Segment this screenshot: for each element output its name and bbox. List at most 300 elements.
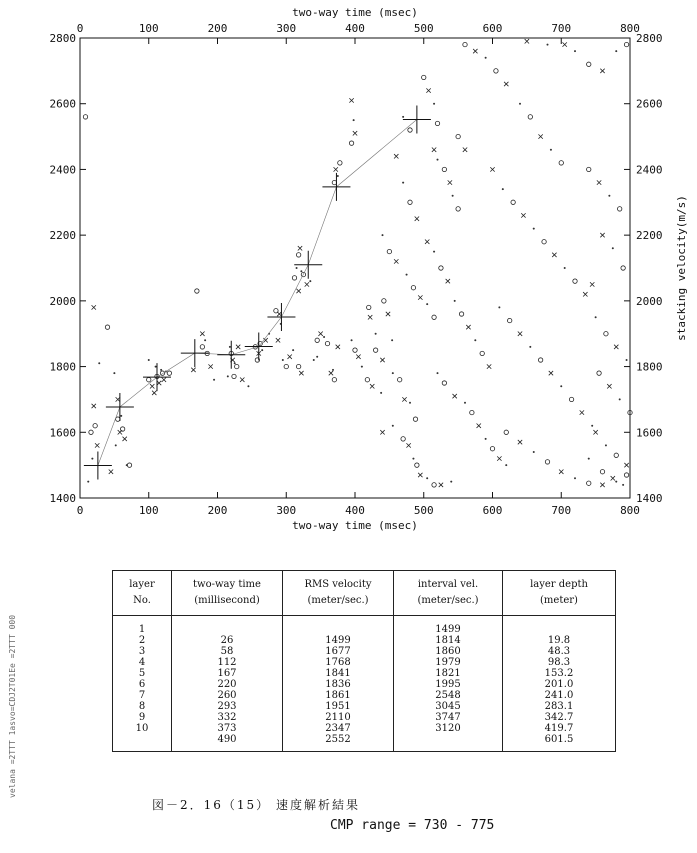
semblance-point — [611, 476, 615, 480]
semblance-point — [287, 355, 291, 359]
semblance-point — [595, 316, 597, 318]
y-tick-label-right: 1600 — [636, 426, 663, 440]
semblance-point — [559, 470, 563, 474]
semblance-point — [518, 332, 522, 336]
table-cell: 220 — [172, 679, 283, 690]
velocity-function-line — [98, 119, 417, 465]
semblance-point — [120, 427, 124, 431]
x-tick-label-bottom: 500 — [413, 504, 434, 517]
table-cell — [113, 734, 172, 752]
semblance-point — [148, 359, 150, 361]
semblance-point — [464, 402, 466, 404]
semblance-point — [353, 131, 357, 135]
semblance-point — [349, 141, 353, 145]
semblance-point — [316, 356, 318, 358]
semblance-point — [373, 348, 377, 352]
semblance-point — [402, 182, 404, 184]
semblance-point — [494, 69, 498, 73]
table-cell: 10 — [113, 723, 172, 734]
x-tick-label-top: 300 — [276, 22, 297, 35]
semblance-point — [604, 332, 608, 336]
semblance-point — [375, 333, 377, 335]
semblance-point — [298, 246, 302, 250]
semblance-point — [155, 366, 157, 368]
table-row — [113, 723, 616, 734]
semblance-point — [323, 336, 325, 338]
semblance-point — [442, 381, 446, 385]
semblance-point — [621, 266, 625, 270]
semblance-point — [580, 410, 584, 414]
table-cell: 2552 — [283, 734, 394, 752]
table-cell — [283, 616, 394, 636]
semblance-point — [614, 453, 618, 457]
semblance-point — [432, 148, 436, 152]
table-cell: 1499 — [283, 635, 394, 646]
semblance-point — [305, 282, 309, 286]
side-note-text: velana =2TTT 1asvo=CDJ2T01Ee =2TTT 000 — [8, 614, 17, 798]
semblance-point — [391, 339, 393, 341]
semblance-point — [200, 345, 204, 349]
table-cell: 19.8 — [503, 635, 616, 646]
table-cell: 3120 — [394, 723, 503, 734]
semblance-point — [624, 473, 628, 477]
table-cell: 2110 — [283, 712, 394, 723]
semblance-point — [351, 339, 353, 341]
table-cell — [394, 734, 503, 752]
semblance-point — [612, 247, 614, 249]
table-cell: 373 — [172, 723, 283, 734]
semblance-point — [504, 82, 508, 86]
semblance-point — [234, 362, 236, 364]
y-tick-label-left: 1800 — [49, 360, 76, 374]
x-tick-label-bottom: 700 — [551, 504, 572, 517]
semblance-point — [624, 463, 628, 467]
semblance-point — [624, 42, 628, 46]
semblance-point — [380, 430, 384, 434]
header-rms-velocity: RMS velocity (meter/sec.) — [283, 571, 394, 616]
velocity-pick — [403, 105, 431, 133]
semblance-point — [490, 447, 494, 451]
y-tick-label-right: 1400 — [636, 492, 663, 505]
semblance-point — [296, 289, 300, 293]
semblance-point — [282, 359, 284, 361]
semblance-point — [549, 371, 553, 375]
semblance-point — [160, 369, 162, 371]
table-cell: 167 — [172, 668, 283, 679]
semblance-point — [353, 119, 355, 121]
semblance-point — [497, 456, 501, 460]
header-two-way-time: two-way time (millisecond) — [172, 571, 283, 616]
table-cell: 342.7 — [503, 712, 616, 723]
semblance-point — [422, 75, 426, 79]
table-cell: 98.3 — [503, 657, 616, 668]
table-cell: 2548 — [394, 690, 503, 701]
semblance-point — [213, 379, 215, 381]
semblance-point — [292, 276, 296, 280]
semblance-point — [232, 374, 236, 378]
semblance-point — [477, 424, 481, 428]
semblance-point — [93, 424, 97, 428]
semblance-point — [367, 305, 371, 309]
semblance-point — [528, 115, 532, 119]
y-tick-label-right: 2600 — [636, 97, 663, 111]
semblance-point — [608, 195, 610, 197]
semblance-point — [380, 358, 384, 362]
table-row — [113, 657, 616, 668]
semblance-point — [318, 332, 322, 336]
y-tick-label-right: 1800 — [636, 360, 663, 374]
semblance-point — [626, 359, 628, 361]
table-header-row — [113, 571, 616, 616]
semblance-point — [418, 473, 422, 477]
semblance-point — [284, 364, 288, 368]
table-cell: 2 — [113, 635, 172, 646]
table-cell: 419.7 — [503, 723, 616, 734]
semblance-point — [533, 451, 535, 453]
semblance-point — [560, 385, 562, 387]
semblance-point — [600, 483, 604, 487]
semblance-point — [564, 267, 566, 269]
semblance-point — [122, 437, 126, 441]
table-cell: 283.1 — [503, 701, 616, 712]
x-axis-title-top: two-way time (msec) — [292, 6, 418, 19]
semblance-point — [98, 362, 100, 364]
semblance-point — [392, 425, 394, 427]
table-cell: 1677 — [283, 646, 394, 657]
semblance-point — [162, 378, 166, 382]
semblance-point — [600, 233, 604, 237]
semblance-point — [426, 88, 430, 92]
semblance-point — [574, 477, 576, 479]
semblance-point — [91, 458, 93, 460]
table-row — [113, 701, 616, 712]
x-tick-label-top: 0 — [76, 22, 84, 35]
plot-frame — [80, 38, 630, 498]
semblance-point — [573, 279, 577, 283]
x-tick-label-top: 600 — [482, 22, 503, 35]
x-tick-label-top: 400 — [345, 22, 365, 35]
semblance-point — [247, 385, 249, 387]
x-tick-label-top: 700 — [551, 22, 572, 35]
semblance-point — [332, 180, 336, 184]
semblance-point — [597, 371, 601, 375]
table-cell: 1860 — [394, 646, 503, 657]
semblance-point — [380, 392, 382, 394]
semblance-point — [204, 339, 206, 341]
velocity-pick — [245, 333, 273, 361]
semblance-point — [382, 234, 384, 236]
semblance-point — [437, 372, 439, 374]
semblance-point — [292, 349, 294, 351]
x-tick-label-bottom: 400 — [345, 504, 365, 517]
x-tick-label-bottom: 200 — [207, 504, 228, 517]
semblance-point — [394, 259, 398, 263]
table-cell: 7 — [113, 690, 172, 701]
y-tick-label-left: 1600 — [49, 426, 76, 440]
semblance-point — [511, 200, 515, 204]
semblance-point — [127, 463, 131, 467]
semblance-point — [525, 39, 529, 43]
semblance-point — [157, 381, 161, 385]
semblance-point — [240, 378, 244, 382]
semblance-point — [542, 240, 546, 244]
y-tick-label-left: 2800 — [49, 32, 76, 45]
velocity-pick — [294, 251, 322, 279]
x-tick-label-top: 800 — [620, 22, 640, 35]
table-cell: 58 — [172, 646, 283, 657]
semblance-point — [591, 425, 593, 427]
semblance-point — [480, 351, 484, 355]
figure-caption: 図－2．16（15） 速度解析結果 — [152, 798, 360, 812]
semblance-point — [325, 341, 329, 345]
table-cell: 1 — [113, 616, 172, 636]
table-cell: 293 — [172, 701, 283, 712]
semblance-point — [349, 98, 353, 102]
semblance-point — [426, 477, 428, 479]
x-tick-label-bottom: 300 — [276, 504, 297, 517]
semblance-point — [382, 299, 386, 303]
semblance-point — [406, 274, 408, 276]
table-cell: 5 — [113, 668, 172, 679]
semblance-point — [574, 50, 576, 52]
table-row — [113, 734, 616, 752]
y-tick-label-right: 2400 — [636, 163, 663, 177]
x-tick-label-top: 200 — [207, 22, 228, 35]
semblance-point — [615, 481, 617, 483]
semblance-point — [425, 240, 429, 244]
semblance-point — [412, 458, 414, 460]
semblance-point — [229, 346, 231, 348]
semblance-point — [518, 440, 522, 444]
semblance-point — [456, 207, 460, 211]
semblance-point — [116, 417, 120, 421]
semblance-point — [470, 410, 474, 414]
semblance-point — [150, 384, 154, 388]
semblance-point — [533, 228, 535, 230]
table-cell: 332 — [172, 712, 283, 723]
table-cell: 112 — [172, 657, 283, 668]
semblance-point — [116, 397, 120, 401]
table-cell: 48.3 — [503, 646, 616, 657]
header-layer: layer No. — [113, 571, 172, 616]
semblance-point — [474, 339, 476, 341]
header-interval-velocity: interval vel. (meter/sec.) — [394, 571, 503, 616]
semblance-point — [538, 358, 542, 362]
y-tick-label-left: 2400 — [49, 163, 76, 177]
semblance-point — [432, 483, 436, 487]
semblance-point — [296, 267, 298, 269]
semblance-point — [409, 402, 411, 404]
table-cell: 153.2 — [503, 668, 616, 679]
table-row — [113, 668, 616, 679]
semblance-point — [600, 69, 604, 73]
semblance-point — [490, 167, 494, 171]
table-cell — [503, 616, 616, 636]
semblance-point — [413, 417, 417, 421]
semblance-point — [356, 355, 360, 359]
semblance-point — [550, 149, 552, 151]
semblance-point — [452, 195, 454, 197]
semblance-point — [408, 200, 412, 204]
semblance-point — [235, 364, 239, 368]
semblance-point — [392, 372, 394, 374]
semblance-point — [415, 217, 419, 221]
semblance-point — [336, 345, 340, 349]
table-cell: 1814 — [394, 635, 503, 646]
semblance-point — [167, 371, 171, 375]
table-row — [113, 646, 616, 657]
semblance-point — [587, 62, 591, 66]
x-tick-label-bottom: 0 — [76, 504, 84, 517]
semblance-point — [622, 484, 624, 486]
table-cell: 1951 — [283, 701, 394, 712]
semblance-point — [353, 348, 357, 352]
y-axis-title-right: stacking velocity(m/s) — [675, 195, 688, 341]
semblance-point — [387, 249, 391, 253]
semblance-point — [442, 167, 446, 171]
table-cell: 6 — [113, 679, 172, 690]
semblance-point — [338, 161, 342, 165]
table-cell: 490 — [172, 734, 283, 752]
semblance-point — [365, 378, 369, 382]
semblance-point — [435, 121, 439, 125]
semblance-point — [498, 306, 500, 308]
table-cell: 1995 — [394, 679, 503, 690]
table-cell: 2347 — [283, 723, 394, 734]
header-layer-depth: layer depth (meter) — [503, 571, 616, 616]
x-tick-label-top: 500 — [413, 22, 434, 35]
semblance-point — [559, 161, 563, 165]
semblance-point — [87, 481, 89, 483]
semblance-point — [487, 364, 491, 368]
semblance-point — [545, 460, 549, 464]
semblance-point — [437, 159, 439, 161]
velocity-pick — [322, 173, 350, 201]
semblance-point — [397, 378, 401, 382]
semblance-point — [334, 167, 338, 171]
semblance-point — [446, 279, 450, 283]
table-cell: 3045 — [394, 701, 503, 712]
x-tick-label-top: 100 — [138, 22, 159, 35]
semblance-point — [617, 207, 621, 211]
table-row — [113, 616, 616, 636]
semblance-point — [502, 188, 504, 190]
semblance-point — [588, 458, 590, 460]
semblance-point — [507, 318, 511, 322]
semblance-point — [83, 115, 87, 119]
semblance-point — [583, 292, 587, 296]
semblance-point — [296, 364, 300, 368]
semblance-point — [615, 50, 617, 52]
semblance-point — [386, 312, 390, 316]
table-cell: 260 — [172, 690, 283, 701]
semblance-point — [191, 368, 195, 372]
table-cell: 1768 — [283, 657, 394, 668]
table-row — [113, 690, 616, 701]
table-row — [113, 679, 616, 690]
semblance-point — [309, 280, 311, 282]
semblance-point — [439, 266, 443, 270]
semblance-point — [433, 251, 435, 253]
semblance-point — [296, 253, 300, 257]
semblance-point — [485, 438, 487, 440]
semblance-point — [115, 444, 117, 446]
semblance-point — [473, 49, 477, 53]
semblance-point — [521, 213, 525, 217]
table-cell: 9 — [113, 712, 172, 723]
semblance-point — [538, 134, 542, 138]
semblance-point — [337, 175, 339, 177]
semblance-point — [590, 282, 594, 286]
semblance-point — [415, 463, 419, 467]
semblance-point — [263, 338, 267, 342]
y-tick-label-left: 2600 — [49, 97, 76, 111]
semblance-point — [433, 103, 435, 105]
table-row — [113, 635, 616, 646]
semblance-point — [505, 464, 507, 466]
semblance-point — [236, 345, 240, 349]
semblance-point — [519, 103, 521, 105]
semblance-point — [120, 415, 122, 417]
semblance-point — [600, 470, 604, 474]
semblance-point — [401, 437, 405, 441]
semblance-point — [394, 154, 398, 158]
semblance-point — [152, 391, 156, 395]
semblance-point — [402, 397, 406, 401]
velocity-pick — [217, 341, 245, 369]
table-cell: 8 — [113, 701, 172, 712]
y-tick-label-right: 2200 — [636, 229, 663, 243]
semblance-point — [227, 375, 229, 377]
semblance-point — [147, 378, 151, 382]
table-cell: 1499 — [394, 616, 503, 636]
table-cell: 201.0 — [503, 679, 616, 690]
semblance-point — [426, 303, 428, 305]
semblance-point — [552, 253, 556, 257]
semblance-point — [276, 338, 280, 342]
semblance-point — [448, 180, 452, 184]
semblance-point — [619, 398, 621, 400]
semblance-point — [593, 430, 597, 434]
table-cell: 601.5 — [503, 734, 616, 752]
semblance-point — [450, 481, 452, 483]
y-tick-label-right: 2800 — [636, 32, 663, 45]
semblance-point — [439, 483, 443, 487]
velocity-pick — [106, 393, 134, 421]
semblance-point — [504, 430, 508, 434]
table-cell: 1861 — [283, 690, 394, 701]
x-tick-label-bottom: 600 — [482, 504, 503, 517]
semblance-point — [313, 359, 315, 361]
semblance-point — [406, 443, 410, 447]
semblance-point — [402, 116, 404, 118]
x-tick-label-bottom: 100 — [138, 504, 159, 517]
semblance-point — [605, 444, 607, 446]
table-cell: 1821 — [394, 668, 503, 679]
semblance-point — [315, 338, 319, 342]
semblance-point — [485, 57, 487, 59]
semblance-point — [300, 270, 302, 272]
table-cell: 3747 — [394, 712, 503, 723]
semblance-point — [411, 286, 415, 290]
semblance-point — [562, 42, 566, 46]
table-cell: 3 — [113, 646, 172, 657]
semblance-point — [454, 300, 456, 302]
semblance-point — [200, 332, 204, 336]
semblance-point — [463, 42, 467, 46]
velocity-pick — [267, 303, 295, 331]
semblance-point — [95, 443, 99, 447]
